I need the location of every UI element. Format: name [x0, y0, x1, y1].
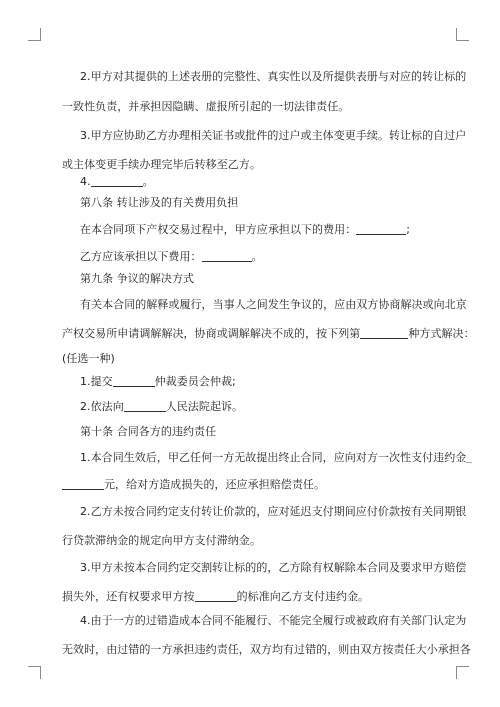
fill-in-blank [356, 223, 406, 235]
paragraph-line [80, 614, 467, 628]
paragraph-line [80, 129, 467, 143]
crop-mark-top-right [456, 28, 469, 41]
paragraph-line [80, 175, 452, 189]
paragraph-line [62, 643, 471, 657]
paragraph-line [80, 451, 467, 465]
paragraph-line [62, 327, 475, 341]
paragraph-line [80, 250, 452, 264]
line-text: 3.甲方应协助乙方办理相关证书或批件的过户或主体变更手续。转让标的自过户 [80, 129, 467, 142]
paragraph-line [80, 505, 467, 519]
paragraph-line [80, 400, 452, 414]
line-text-after-blank: 人民法院起诉。 [165, 400, 244, 413]
fill-in-blank [62, 478, 104, 490]
line-text: 第九条 争议的解决方式 [80, 272, 195, 285]
paragraph-line [62, 478, 452, 492]
line-text: 4.由于一方的过错造成本合同不能履行、不能完全履行或被政府有关部门认定为 [80, 614, 467, 627]
line-text-after-blank: 的标准向乙方支付违约金。 [236, 590, 370, 603]
line-text: 3.甲方未按本合同约定交割转让标的的，乙方除有权解除本合同及要求甲方赔偿 [80, 561, 467, 574]
fill-in-blank [124, 400, 166, 412]
line-text-after-blank: ; [406, 223, 411, 236]
line-text: 行贷款滞纳金的规定向甲方支付滞纳金。 [62, 534, 261, 547]
line-text: 无效时，由过错的一方承担违约责任，双方均有过错的，则由双方按责任大小承担各 [62, 643, 471, 656]
paragraph-line [80, 425, 452, 439]
paragraph-line [62, 352, 452, 366]
line-text-before-blank: 乙方应该承担以下费用： [80, 250, 202, 263]
line-text: 1.本合同生效后，甲乙任何一方无故提出终止合同，应向对方一次性支付违约金 [80, 451, 467, 464]
fill-in-blank [202, 250, 252, 262]
paragraph-line [80, 272, 452, 286]
line-text-before-blank: 产权交易所申请调解解决，协商或调解解决不成的，按下列第 [62, 327, 361, 340]
paragraph-line [62, 158, 452, 172]
fill-in-blank [195, 590, 237, 602]
crop-mark-bottom-left [28, 666, 41, 679]
line-text-after-blank: 。 [142, 175, 154, 188]
line-text-after-blank: 仲裁委员会仲裁; [154, 375, 236, 388]
line-continuation-mark [466, 451, 472, 463]
fill-in-blank [360, 327, 408, 339]
line-text-before-blank: 2.依法向 [80, 400, 124, 413]
crop-mark-bottom-right [456, 666, 469, 679]
fill-in-blank [91, 175, 143, 187]
line-text: 有关本合同的解释或履行，当事人之间发生争议的，应由双方协商解决或向北京 [80, 298, 467, 311]
paragraph-line [80, 561, 467, 575]
paragraph-line [80, 223, 452, 237]
line-text-before-blank: 1.提交 [80, 375, 113, 388]
line-text: 第十条 合同各方的违约责任 [80, 425, 217, 438]
paragraph-line [62, 100, 452, 114]
paragraph-line [62, 590, 452, 604]
line-text-after-blank: 元，给对方造成损失的，还应承担赔偿责任。 [104, 478, 325, 491]
paragraph-line [80, 196, 452, 210]
paragraph-line [80, 298, 467, 312]
line-text: 2.甲方对其提供的上述表册的完整性、真实性以及所提供表册与对应的转让标的 [80, 70, 467, 83]
line-text-after-blank: 。 [251, 250, 263, 263]
fill-in-blank [113, 375, 155, 387]
line-text: 2.乙方未按合同约定支付转让价款的，应对延迟支付期间应付价款按有关同期银 [80, 505, 467, 518]
line-text: (任选一种) [62, 352, 115, 365]
paragraph-line [80, 70, 467, 84]
line-text: 或主体变更手续办理完毕后转移至乙方。 [62, 158, 261, 171]
paragraph-line [80, 375, 452, 389]
crop-mark-top-left [28, 28, 41, 41]
line-text: 第八条 转让涉及的有关费用负担 [80, 196, 239, 209]
line-text-before-blank: 在本合同项下产权交易过程中，甲方应承担以下的费用： [80, 223, 357, 236]
line-text-after-blank: 种方式解决： [408, 327, 475, 340]
line-text: 一致性负责，并承担因隐瞒、虚报所引起的一切法律责任。 [62, 100, 350, 113]
line-text-before-blank: 损失外，还有权要求甲方按 [62, 590, 195, 603]
line-text-before-blank: 4. [80, 175, 91, 188]
paragraph-line [62, 534, 452, 548]
